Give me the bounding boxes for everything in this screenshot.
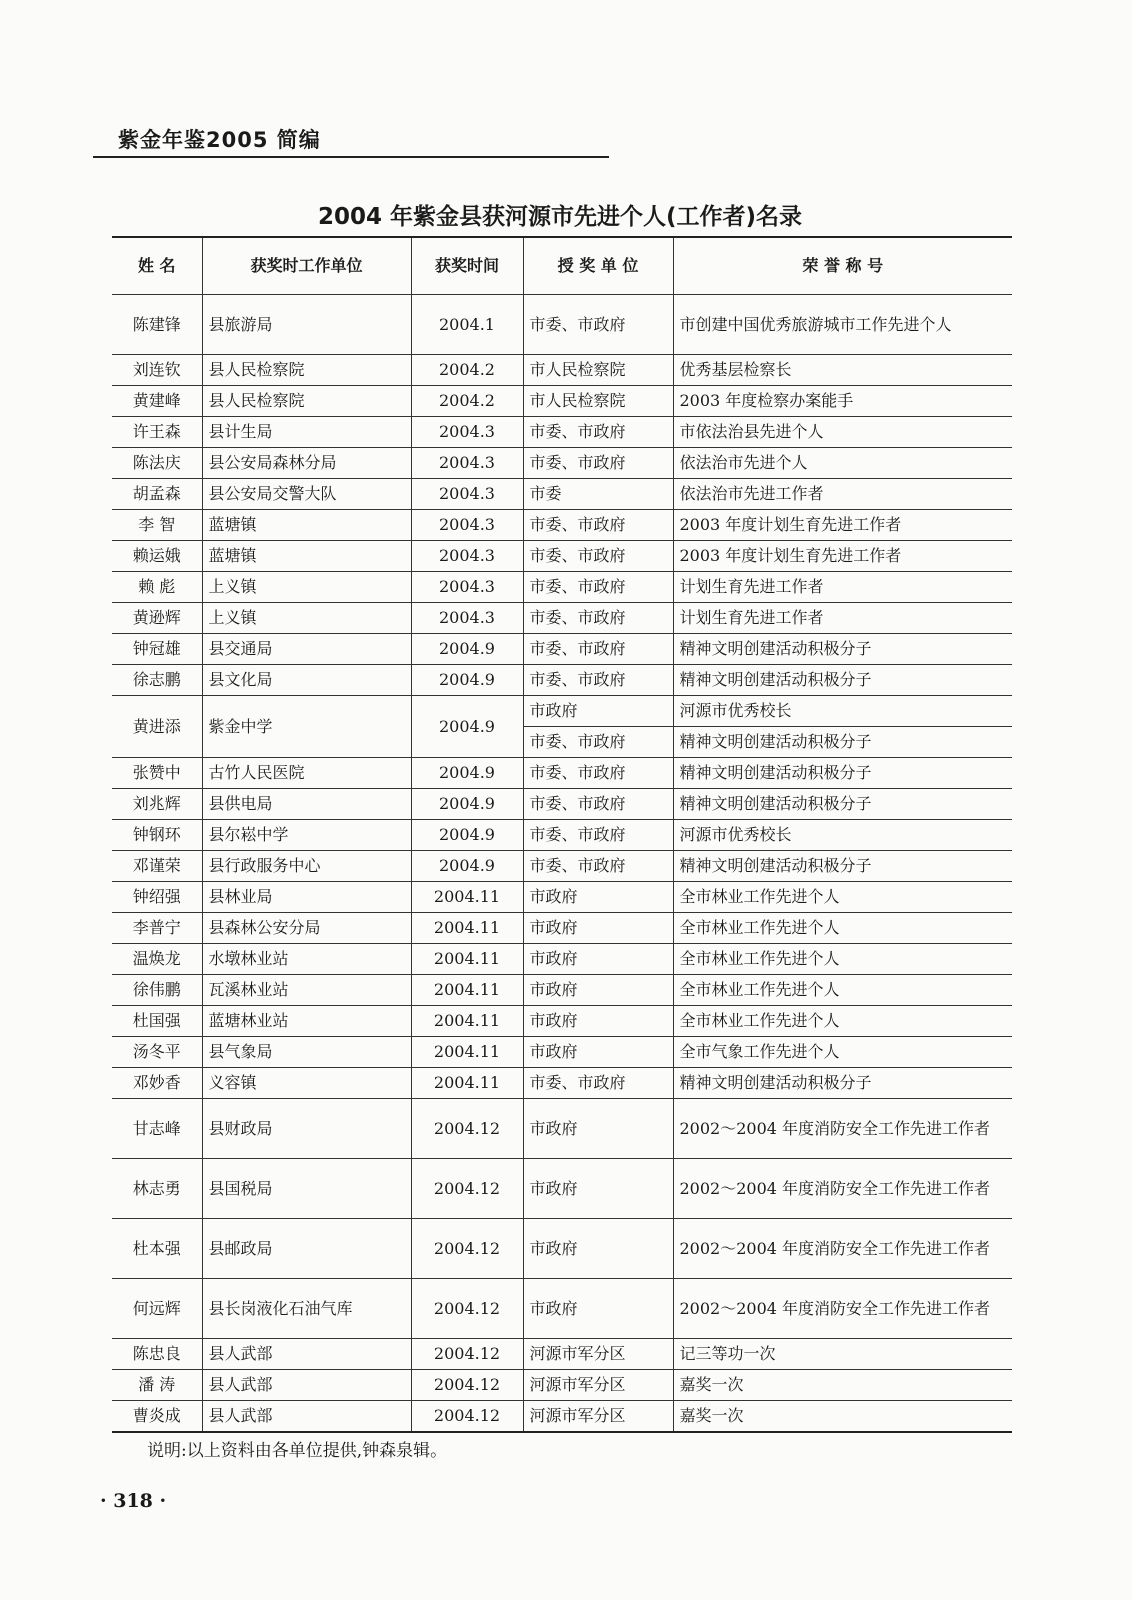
awarding-body: 市委、市政府 — [523, 851, 673, 882]
table-row — [112, 1279, 1012, 1339]
work-unit: 上义镇 — [202, 572, 411, 603]
person-name: 刘兆辉 — [112, 789, 202, 820]
award-date: 2004.9 — [411, 851, 523, 882]
award-date: 2004.12 — [411, 1339, 523, 1370]
award-date: 2004.12 — [411, 1401, 523, 1433]
award-date: 2004.12 — [411, 1219, 523, 1279]
table-row — [112, 295, 1012, 355]
work-unit: 县人武部 — [202, 1401, 411, 1433]
person-name: 杜本强 — [112, 1219, 202, 1279]
awarding-body: 市政府 — [523, 696, 673, 727]
awarding-body: 市委、市政府 — [523, 603, 673, 634]
person-name: 邓妙香 — [112, 1068, 202, 1099]
running-head-rule — [93, 156, 609, 158]
person-name: 钟冠雄 — [112, 634, 202, 665]
awarding-body: 市委 — [523, 479, 673, 510]
awarding-body: 市政府 — [523, 913, 673, 944]
honor-title: 计划生育先进工作者 — [673, 572, 1012, 603]
table-body — [112, 295, 1012, 1433]
honor-title: 2003 年度计划生育先进工作者 — [673, 541, 1012, 572]
honor-title: 精神文明创建活动积极分子 — [673, 665, 1012, 696]
note: 说明:以上资料由各单位提供,钟森泉辑。 — [147, 1441, 448, 1461]
person-name: 何远辉 — [112, 1279, 202, 1339]
person-name: 徐志鹏 — [112, 665, 202, 696]
honor-title: 计划生育先进工作者 — [673, 603, 1012, 634]
honor-title: 精神文明创建活动积极分子 — [673, 634, 1012, 665]
award-date: 2004.9 — [411, 665, 523, 696]
honor-title: 市依法治县先进个人 — [673, 417, 1012, 448]
person-name: 许王森 — [112, 417, 202, 448]
work-unit: 县行政服务中心 — [202, 851, 411, 882]
person-name: 陈建锋 — [112, 295, 202, 355]
work-unit: 县林业局 — [202, 882, 411, 913]
awarding-body: 市委、市政府 — [523, 1068, 673, 1099]
awarding-body: 河源市军分区 — [523, 1370, 673, 1401]
work-unit: 义容镇 — [202, 1068, 411, 1099]
honor-title: 精神文明创建活动积极分子 — [673, 789, 1012, 820]
honor-title: 依法治市先进个人 — [673, 448, 1012, 479]
award-date: 2004.11 — [411, 882, 523, 913]
honor-title: 精神文明创建活动积极分子 — [673, 1068, 1012, 1099]
column-header-name: 姓 名 — [112, 237, 202, 295]
award-date: 2004.9 — [411, 789, 523, 820]
award-date: 2004.9 — [411, 696, 523, 758]
honor-title: 2003 年度检察办案能手 — [673, 386, 1012, 417]
awarding-body: 市政府 — [523, 1159, 673, 1219]
person-name: 黄进添 — [112, 696, 202, 758]
awarding-body: 河源市军分区 — [523, 1401, 673, 1433]
honor-title: 精神文明创建活动积极分子 — [673, 758, 1012, 789]
honor-title: 精神文明创建活动积极分子 — [673, 727, 1012, 758]
award-date: 2004.3 — [411, 541, 523, 572]
person-name: 钟钢环 — [112, 820, 202, 851]
awarding-body: 市委、市政府 — [523, 448, 673, 479]
person-name: 黄逊辉 — [112, 603, 202, 634]
awarding-body: 市委、市政府 — [523, 510, 673, 541]
awarding-body: 市委、市政府 — [523, 789, 673, 820]
awarding-body: 市政府 — [523, 1037, 673, 1068]
table-row — [112, 603, 1012, 634]
honor-title: 市创建中国优秀旅游城市工作先进个人 — [673, 295, 1012, 355]
person-name: 刘连钦 — [112, 355, 202, 386]
honor-title: 2002～2004 年度消防安全工作先进工作者 — [673, 1099, 1012, 1159]
person-name: 徐伟鹏 — [112, 975, 202, 1006]
person-name: 杜国强 — [112, 1006, 202, 1037]
table-row — [112, 851, 1012, 882]
awarding-body: 市委、市政府 — [523, 295, 673, 355]
award-date: 2004.12 — [411, 1279, 523, 1339]
table-row — [112, 975, 1012, 1006]
awarding-body: 市政府 — [523, 1219, 673, 1279]
honor-title: 2002～2004 年度消防安全工作先进工作者 — [673, 1279, 1012, 1339]
award-date: 2004.2 — [411, 386, 523, 417]
person-name: 邓谨荣 — [112, 851, 202, 882]
awarding-body: 市政府 — [523, 882, 673, 913]
honor-title: 2002～2004 年度消防安全工作先进工作者 — [673, 1159, 1012, 1219]
work-unit: 县人民检察院 — [202, 355, 411, 386]
table-row — [112, 1006, 1012, 1037]
person-name: 李 智 — [112, 510, 202, 541]
award-date: 2004.12 — [411, 1370, 523, 1401]
work-unit: 县公安局森林分局 — [202, 448, 411, 479]
table-row — [112, 1219, 1012, 1279]
header-row — [112, 237, 1012, 295]
person-name: 赖运娥 — [112, 541, 202, 572]
column-header-honor: 荣 誉 称 号 — [673, 237, 1012, 295]
award-date: 2004.12 — [411, 1099, 523, 1159]
table-row — [112, 479, 1012, 510]
honor-title: 2002～2004 年度消防安全工作先进工作者 — [673, 1219, 1012, 1279]
person-name: 赖 彪 — [112, 572, 202, 603]
honor-title: 全市林业工作先进个人 — [673, 975, 1012, 1006]
awarding-body: 河源市军分区 — [523, 1339, 673, 1370]
honor-title: 河源市优秀校长 — [673, 696, 1012, 727]
table-row — [112, 913, 1012, 944]
honor-title: 全市气象工作先进个人 — [673, 1037, 1012, 1068]
award-date: 2004.9 — [411, 634, 523, 665]
work-unit: 县国税局 — [202, 1159, 411, 1219]
work-unit: 县财政局 — [202, 1099, 411, 1159]
award-date: 2004.11 — [411, 913, 523, 944]
work-unit: 县森林公安分局 — [202, 913, 411, 944]
work-unit: 县旅游局 — [202, 295, 411, 355]
table-row — [112, 448, 1012, 479]
table-row — [112, 1339, 1012, 1370]
award-date: 2004.9 — [411, 758, 523, 789]
person-name: 胡孟森 — [112, 479, 202, 510]
work-unit: 蓝塘林业站 — [202, 1006, 411, 1037]
awarding-body: 市委、市政府 — [523, 727, 673, 758]
honor-title: 优秀基层检察长 — [673, 355, 1012, 386]
table-row — [112, 1099, 1012, 1159]
table-row — [112, 758, 1012, 789]
person-name: 陈忠良 — [112, 1339, 202, 1370]
work-unit: 蓝塘镇 — [202, 510, 411, 541]
work-unit: 县邮政局 — [202, 1219, 411, 1279]
work-unit: 县人民检察院 — [202, 386, 411, 417]
honor-title: 全市林业工作先进个人 — [673, 913, 1012, 944]
table-title: 2004 年紫金县获河源市先进个人(工作者)名录 — [317, 204, 803, 230]
table-row — [112, 665, 1012, 696]
honor-title: 嘉奖一次 — [673, 1401, 1012, 1433]
work-unit: 县交通局 — [202, 634, 411, 665]
award-date: 2004.11 — [411, 1006, 523, 1037]
awarding-body: 市委、市政府 — [523, 820, 673, 851]
work-unit: 县计生局 — [202, 417, 411, 448]
table-row — [112, 386, 1012, 417]
work-unit: 县文化局 — [202, 665, 411, 696]
award-date: 2004.11 — [411, 975, 523, 1006]
honor-title: 精神文明创建活动积极分子 — [673, 851, 1012, 882]
table-row — [112, 820, 1012, 851]
person-name: 曹炎成 — [112, 1401, 202, 1433]
work-unit: 县人武部 — [202, 1370, 411, 1401]
awarding-body: 市政府 — [523, 944, 673, 975]
award-date: 2004.3 — [411, 417, 523, 448]
award-date: 2004.3 — [411, 572, 523, 603]
honor-title: 依法治市先进工作者 — [673, 479, 1012, 510]
table-row — [112, 355, 1012, 386]
award-date: 2004.9 — [411, 820, 523, 851]
person-name: 李普宁 — [112, 913, 202, 944]
award-date: 2004.11 — [411, 1037, 523, 1068]
award-date: 2004.11 — [411, 944, 523, 975]
honor-title: 河源市优秀校长 — [673, 820, 1012, 851]
person-name: 黄建峰 — [112, 386, 202, 417]
person-name: 钟绍强 — [112, 882, 202, 913]
honor-title: 全市林业工作先进个人 — [673, 944, 1012, 975]
awarding-body: 市委、市政府 — [523, 758, 673, 789]
honor-title: 全市林业工作先进个人 — [673, 1006, 1012, 1037]
running-head: 紫金年鉴2005 简编 — [118, 128, 321, 152]
table-row — [112, 1370, 1012, 1401]
honors-table — [112, 236, 1012, 1433]
awarding-body: 市委、市政府 — [523, 417, 673, 448]
work-unit: 古竹人民医院 — [202, 758, 411, 789]
table-row — [112, 572, 1012, 603]
table-row — [112, 1037, 1012, 1068]
work-unit: 县气象局 — [202, 1037, 411, 1068]
table-row — [112, 1068, 1012, 1099]
person-name: 甘志峰 — [112, 1099, 202, 1159]
awarding-body: 市委、市政府 — [523, 665, 673, 696]
table-row — [112, 510, 1012, 541]
award-date: 2004.3 — [411, 510, 523, 541]
awarding-body: 市人民检察院 — [523, 355, 673, 386]
award-date: 2004.12 — [411, 1159, 523, 1219]
table-row — [112, 1159, 1012, 1219]
awarding-body: 市委、市政府 — [523, 634, 673, 665]
work-unit: 瓦溪林业站 — [202, 975, 411, 1006]
person-name: 潘 涛 — [112, 1370, 202, 1401]
table-row — [112, 541, 1012, 572]
honor-title: 嘉奖一次 — [673, 1370, 1012, 1401]
awarding-body: 市委、市政府 — [523, 541, 673, 572]
person-name: 陈法庆 — [112, 448, 202, 479]
awarding-body: 市政府 — [523, 975, 673, 1006]
table-row — [112, 634, 1012, 665]
work-unit: 县尔崧中学 — [202, 820, 411, 851]
honor-title: 2003 年度计划生育先进工作者 — [673, 510, 1012, 541]
award-date: 2004.3 — [411, 448, 523, 479]
work-unit: 县公安局交警大队 — [202, 479, 411, 510]
work-unit: 紫金中学 — [202, 696, 411, 758]
awarding-body: 市政府 — [523, 1006, 673, 1037]
person-name: 汤冬平 — [112, 1037, 202, 1068]
award-date: 2004.11 — [411, 1068, 523, 1099]
table-row — [112, 417, 1012, 448]
column-header-unit: 获奖时工作单位 — [202, 237, 411, 295]
work-unit: 蓝塘镇 — [202, 541, 411, 572]
honor-title: 全市林业工作先进个人 — [673, 882, 1012, 913]
table-row — [112, 789, 1012, 820]
person-name: 林志勇 — [112, 1159, 202, 1219]
column-header-date: 获奖时间 — [411, 237, 523, 295]
column-header-awarder: 授 奖 单 位 — [523, 237, 673, 295]
award-date: 2004.2 — [411, 355, 523, 386]
awarding-body: 市政府 — [523, 1099, 673, 1159]
table-row — [112, 1401, 1012, 1433]
person-name: 温焕龙 — [112, 944, 202, 975]
work-unit: 上义镇 — [202, 603, 411, 634]
work-unit: 县长岗液化石油气库 — [202, 1279, 411, 1339]
award-date: 2004.1 — [411, 295, 523, 355]
award-date: 2004.3 — [411, 603, 523, 634]
awarding-body: 市人民检察院 — [523, 386, 673, 417]
table-row — [112, 696, 1012, 727]
work-unit: 县人武部 — [202, 1339, 411, 1370]
awarding-body: 市委、市政府 — [523, 572, 673, 603]
awarding-body: 市政府 — [523, 1279, 673, 1339]
award-date: 2004.3 — [411, 479, 523, 510]
honor-title: 记三等功一次 — [673, 1339, 1012, 1370]
person-name: 张赞中 — [112, 758, 202, 789]
work-unit: 水墩林业站 — [202, 944, 411, 975]
work-unit: 县供电局 — [202, 789, 411, 820]
table-row — [112, 882, 1012, 913]
page-number: · 318 · — [100, 1490, 167, 1512]
table-row — [112, 944, 1012, 975]
